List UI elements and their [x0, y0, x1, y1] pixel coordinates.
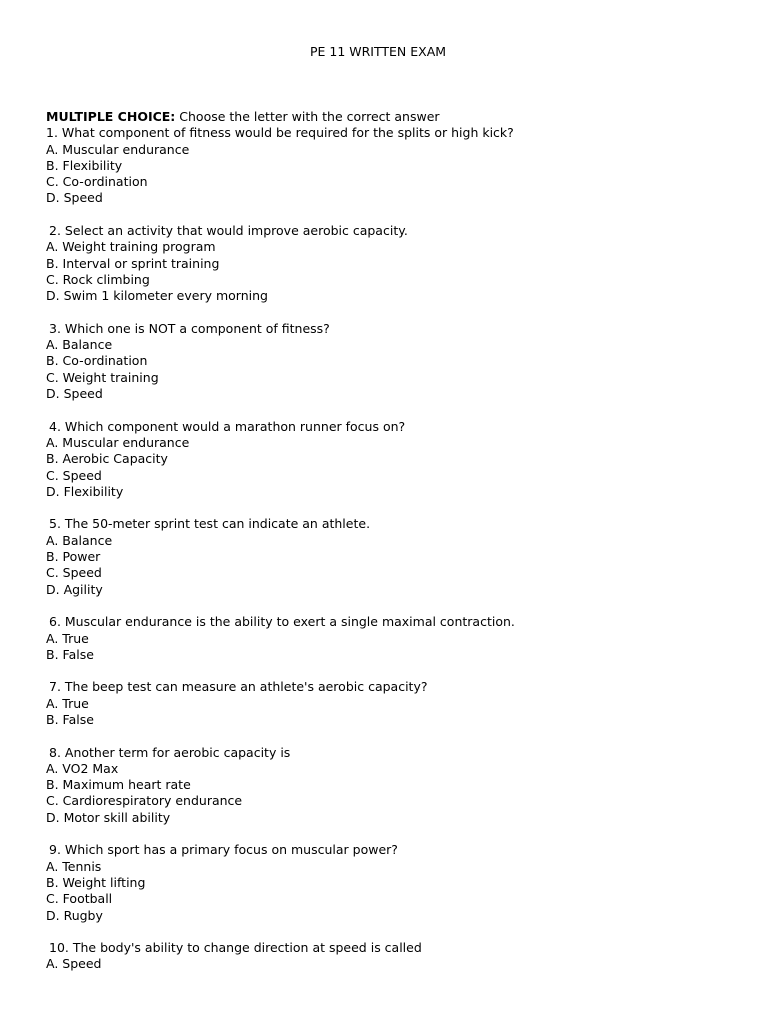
answer-option: C. Weight training — [46, 369, 159, 385]
instructions — [46, 109, 726, 125]
question-8 — [46, 745, 726, 826]
answer-option: B. Power — [46, 549, 101, 565]
answer-option: C. Speed — [46, 565, 102, 581]
answer-option: D. Agility — [46, 581, 103, 597]
exam-content — [46, 109, 726, 989]
answer-option: A. Balance — [46, 532, 113, 548]
question-5 — [46, 516, 726, 597]
question-7 — [46, 679, 726, 728]
answer-option: C. Cardiorespiratory endurance — [46, 793, 243, 809]
question-text: 9. Which sport has a primary focus on muscular power? — [49, 842, 398, 858]
page-title: PE 11 WRITTEN EXAM — [309, 44, 447, 59]
answer-option: A. VO2 Max — [46, 760, 119, 776]
answer-option: C. Rock climbing — [46, 271, 150, 287]
question-text: 2. Select an activity that would improve aerobic capacity. — [49, 223, 408, 239]
answer-option: A. True — [46, 630, 89, 646]
question-4 — [46, 419, 726, 500]
answer-option: D. Rugby — [46, 907, 103, 923]
answer-option: A. Muscular endurance — [46, 141, 190, 157]
question-3 — [46, 321, 726, 402]
question-1 — [46, 125, 726, 206]
answer-option: C. Speed — [46, 467, 102, 483]
answer-option: C. Football — [46, 891, 113, 907]
question-text: 3. Which one is NOT a component of fitness? — [49, 320, 330, 336]
answer-option: D. Motor skill ability — [46, 809, 171, 825]
answer-option: D. Speed — [46, 386, 103, 402]
answer-option: C. Co-ordination — [46, 174, 148, 190]
answer-option: B. Co-ordination — [46, 353, 148, 369]
answer-option: D. Speed — [46, 190, 103, 206]
answer-option: A. Muscular endurance — [46, 434, 190, 450]
answer-option: B. False — [46, 711, 94, 727]
question-9 — [46, 842, 726, 923]
question-2 — [46, 223, 726, 304]
instructions-label: MULTIPLE CHOICE: — [46, 109, 176, 124]
instructions-text: Choose the letter with the correct answer — [175, 109, 440, 124]
answer-option: A. Tennis — [46, 858, 102, 874]
answer-option: D. Flexibility — [46, 483, 124, 499]
question-text: 10. The body's ability to change direction at speed is called — [49, 940, 422, 956]
question-text: 6. Muscular endurance is the ability to exert a single maximal contraction. — [49, 614, 515, 630]
answer-option: A. Speed — [46, 956, 102, 972]
answer-option: A. Balance — [46, 337, 113, 353]
answer-option: B. Weight lifting — [46, 874, 146, 890]
question-10 — [46, 940, 726, 973]
question-text: 1. What component of fitness would be required for the splits or high kick? — [46, 125, 514, 141]
question-6 — [46, 614, 726, 663]
answer-option: B. Aerobic Capacity — [46, 451, 168, 467]
answer-option: B. Flexibility — [46, 157, 123, 173]
answer-option: B. False — [46, 646, 94, 662]
question-text: 7. The beep test can measure an athlete's aerobic capacity? — [49, 679, 428, 695]
answer-option: A. Weight training program — [46, 239, 216, 255]
answer-option: B. Maximum heart rate — [46, 777, 191, 793]
answer-option: D. Swim 1 kilometer every morning — [46, 288, 268, 304]
question-text: 4. Which component would a marathon runner focus on? — [49, 418, 406, 434]
answer-option: A. True — [46, 695, 89, 711]
question-text: 8. Another term for aerobic capacity is — [49, 744, 291, 760]
question-text: 5. The 50-meter sprint test can indicate an athlete. — [49, 516, 371, 532]
answer-option: B. Interval or sprint training — [46, 255, 220, 271]
